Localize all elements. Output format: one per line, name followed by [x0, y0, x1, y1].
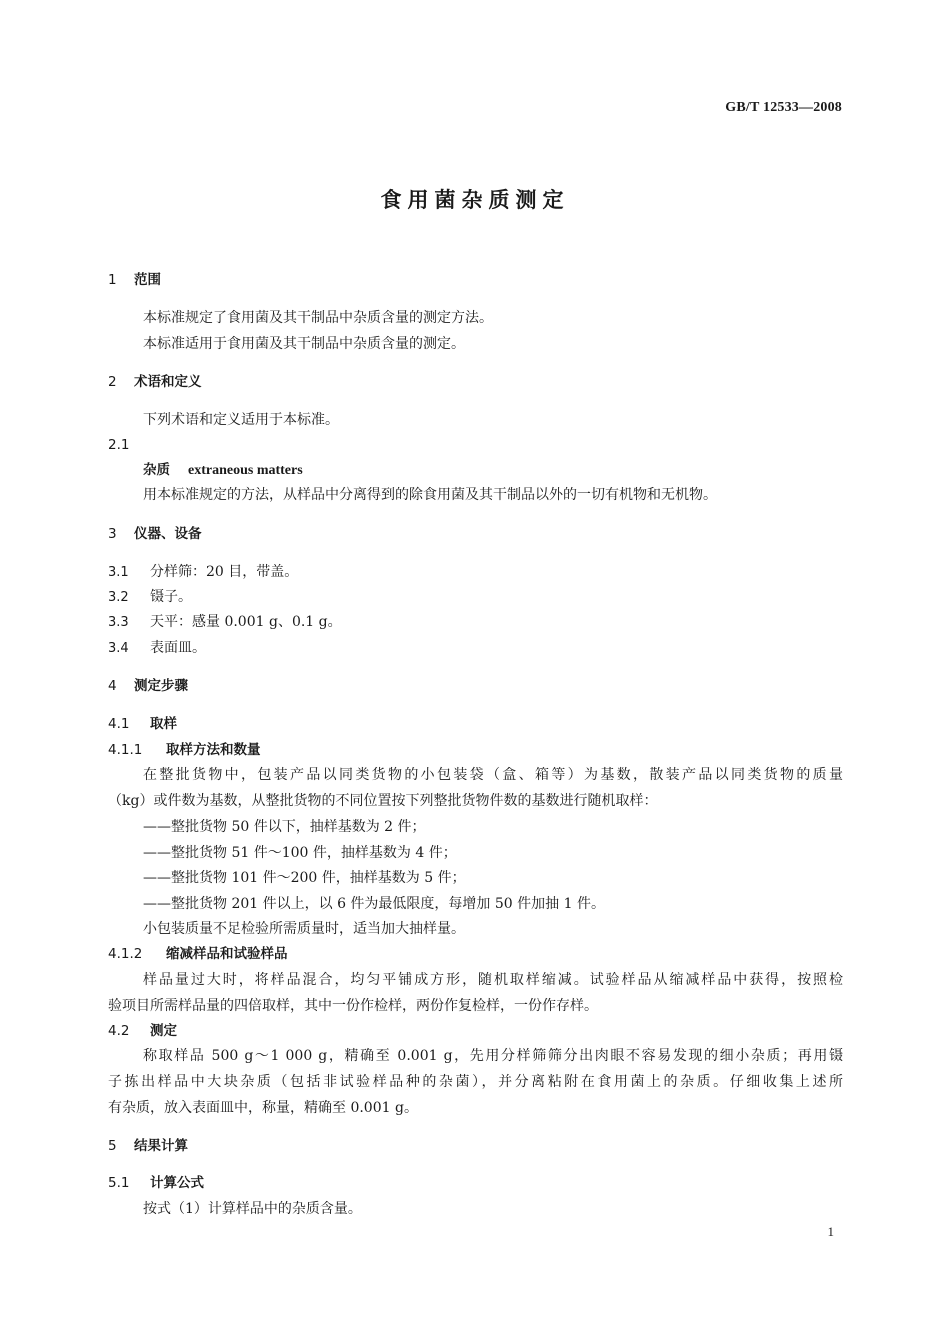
measurement-paragraph-line-3: 有杂质，放入表面皿中，称量，精确至 0.001 g。: [108, 1100, 418, 1116]
term-entry: [143, 461, 303, 480]
section-4-2-heading: 4.2 测定: [108, 1023, 177, 1039]
section-2-heading: 2 术语和定义: [108, 374, 202, 390]
sampling-note: 小包装质量不足检验所需质量时，适当加大抽样量。: [143, 921, 465, 937]
section-4-1-heading: 4.1 取样: [108, 716, 177, 732]
reduction-paragraph-line-1: 样品量过大时，将样品混合，均匀平铺成方形，随机取样缩减。试验样品从缩减样品中获得，按照检: [143, 972, 843, 988]
equipment-item: 3.3 天平：感量 0.001 g、0.1 g。: [108, 614, 342, 630]
term-english: extraneous matters: [188, 463, 303, 478]
section-5-1-heading: 5.1 计算公式: [108, 1175, 204, 1191]
section-1-heading: 1 范围: [108, 272, 161, 288]
document-title: 食用菌杂质测定: [380, 188, 570, 212]
term-definition: 用本标准规定的方法，从样品中分离得到的除食用菌及其干制品以外的一切有机物和无机物。: [143, 487, 717, 503]
formula-intro: 按式（1）计算样品中的杂质含量。: [143, 1201, 362, 1217]
section-1-paragraph-1: 本标准规定了食用菌及其干制品中杂质含量的测定方法。: [143, 310, 493, 326]
sampling-list-item: ——整批货物 50 件以下，抽样基数为 2 件；: [143, 819, 426, 835]
term-chinese: 杂质: [143, 462, 170, 478]
reduction-paragraph-line-2: 验项目所需样品量的四倍取样，其中一份作检样，两份作复检样，一份作存样。: [108, 998, 598, 1014]
section-3-heading: 3 仪器、设备: [108, 526, 202, 542]
section-4-1-2-heading: 4.1.2 缩减样品和试验样品: [108, 946, 288, 962]
equipment-item: 3.2 镊子。: [108, 589, 192, 605]
page-number: 1: [827, 1224, 834, 1239]
subsection-2-1-number: 2.1: [108, 437, 130, 453]
equipment-item: 3.1 分样筛：20 目，带盖。: [108, 564, 299, 580]
measurement-paragraph-line-2: 子拣出样品中大块杂质（包括非试验样品种的杂菌），并分离粘附在食用菌上的杂质。仔细收集上述所: [108, 1074, 843, 1090]
sampling-paragraph-line-2: （kg）或件数为基数，从整批货物的不同位置按下列整批货物件数的基数进行随机取样：: [108, 793, 658, 809]
measurement-paragraph-line-1: 称取样品 500 g～1 000 g，精确至 0.001 g，先用分样筛筛分出肉眼不容易发现的细小杂质；再用镊: [143, 1048, 843, 1064]
section-1-paragraph-2: 本标准适用于食用菌及其干制品中杂质含量的测定。: [143, 336, 465, 352]
sampling-list-item: ——整批货物 201 件以上，以 6 件为最低限度，每增加 50 件加抽 1 件。: [143, 896, 605, 912]
section-4-heading: 4 测定步骤: [108, 678, 188, 694]
sampling-list-item: ——整批货物 101 件～200 件，抽样基数为 5 件；: [143, 870, 466, 886]
sampling-paragraph-line-1: 在整批货物中，包装产品以同类货物的小包装袋（盒、箱等）为基数，散装产品以同类货物的质量: [143, 767, 843, 783]
section-5-heading: 5 结果计算: [108, 1138, 188, 1154]
standard-number: GB/T 12533—2008: [725, 100, 842, 115]
section-2-paragraph-1: 下列术语和定义适用于本标准。: [143, 412, 339, 428]
section-4-1-1-heading: 4.1.1 取样方法和数量: [108, 742, 261, 758]
equipment-item: 3.4 表面皿。: [108, 640, 206, 656]
sampling-list-item: ——整批货物 51 件～100 件，抽样基数为 4 件；: [143, 845, 457, 861]
